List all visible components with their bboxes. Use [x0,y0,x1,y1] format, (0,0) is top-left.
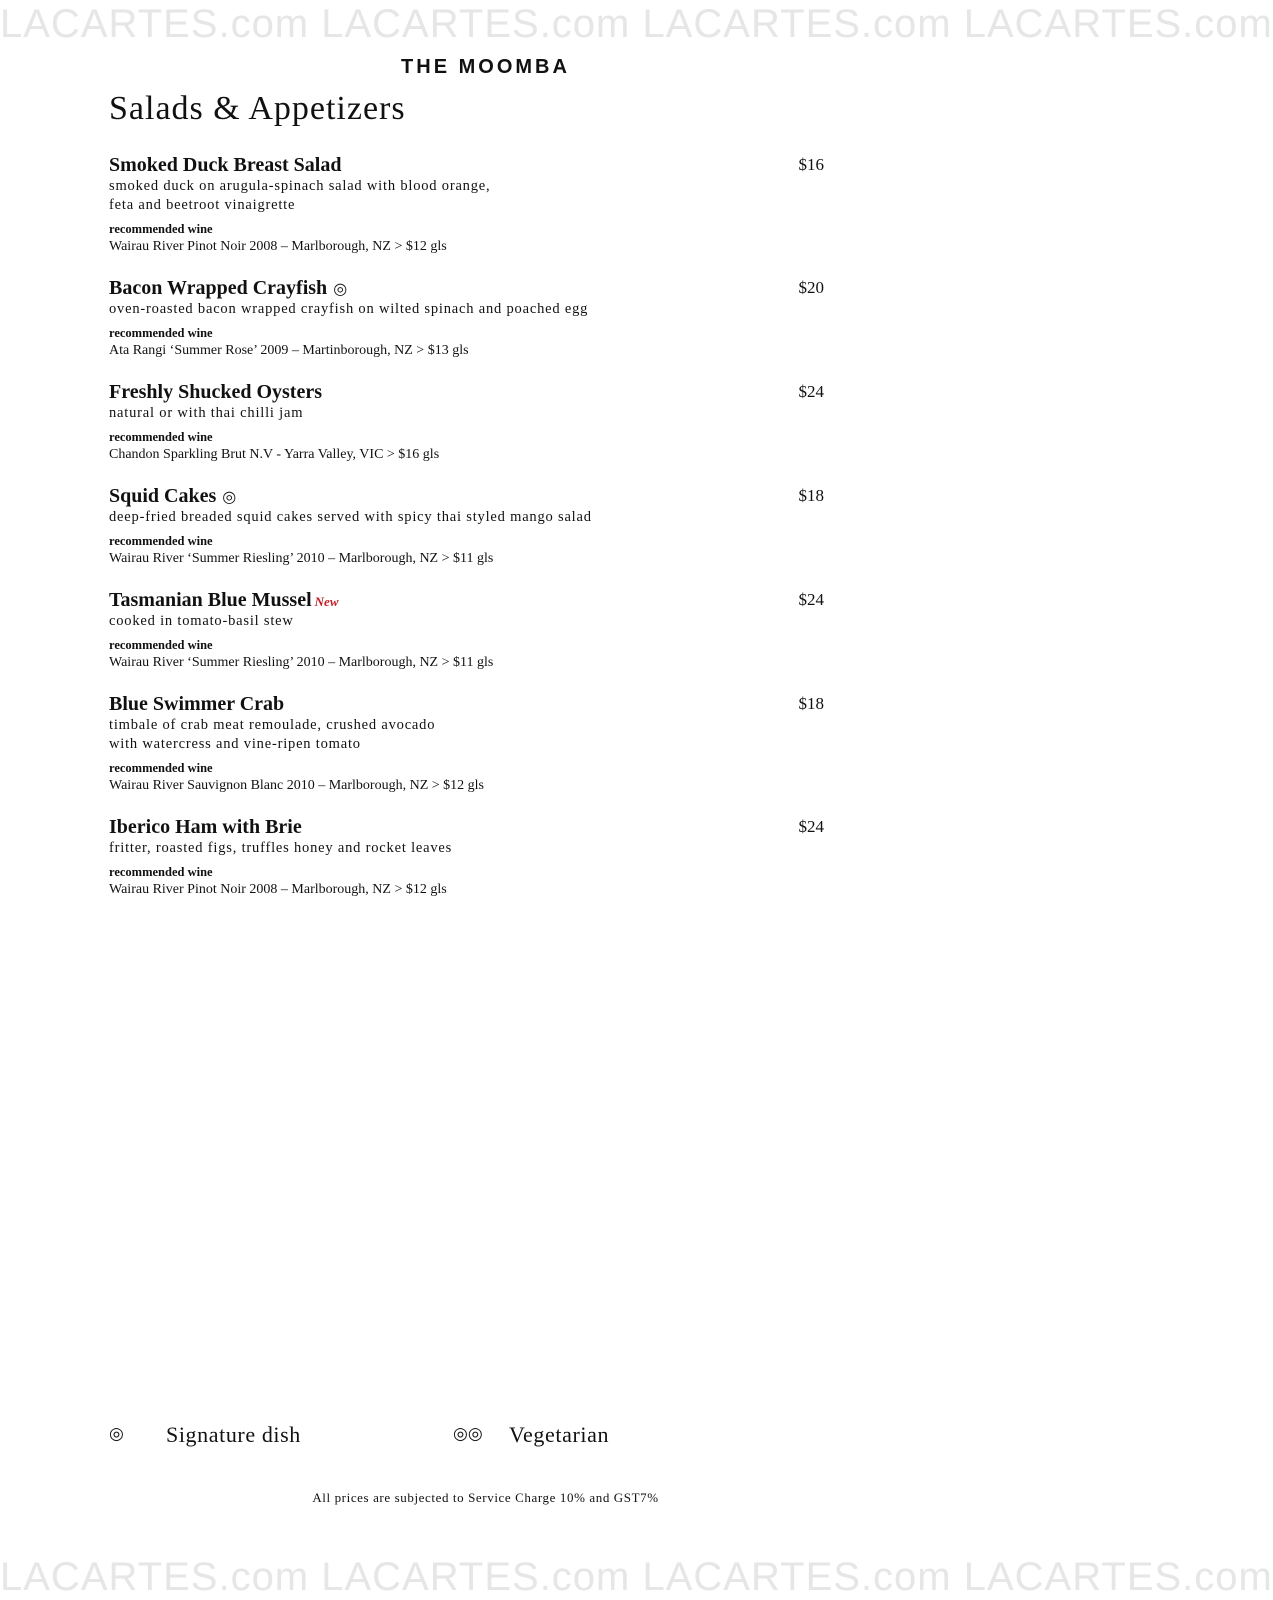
recommended-wine-label: recommended wine [109,761,213,775]
menu-item [109,276,824,360]
watermark-bottom: LACARTES.com LACARTES.com LACARTES.com LACARTES.com [0,1555,1273,1599]
menu-item-name: Tasmanian Blue Mussel [109,589,312,611]
recommended-wine: Chandon Sparkling Brut N.V - Yarra Valley, VIC > $16 gls [109,447,440,462]
legend-signature-label: Signature dish [166,1422,301,1447]
menu-list [109,153,824,919]
recommended-wine-label: recommended wine [109,865,213,879]
menu-item-name: Iberico Ham with Brie [109,816,302,838]
signature-icon: ◎ [222,487,237,506]
menu-item [109,153,824,256]
restaurant-logo: THE MOOMBA [401,56,570,78]
menu-item [109,484,824,568]
recommended-wine-label: recommended wine [109,326,213,340]
menu-item-description: natural or with thai chilli jam [109,405,304,421]
recommended-wine: Wairau River Sauvignon Blanc 2010 – Marlborough, NZ > $12 gls [109,778,484,793]
signature-icon: ◎ [333,279,348,298]
menu-item-name: Freshly Shucked Oysters [109,381,322,403]
menu-item [109,588,824,672]
menu-item-description: feta and beetroot vinaigrette [109,197,296,213]
recommended-wine-label: recommended wine [109,222,213,236]
menu-item-header [109,276,824,300]
menu-item-header [109,153,824,177]
menu-item-price: $18 [798,694,824,713]
recommended-wine-label: recommended wine [109,638,213,652]
recommended-wine: Wairau River ‘Summer Riesling’ 2010 – Marlborough, NZ > $11 gls [109,551,494,566]
menu-item-header [109,484,824,508]
menu-item-description: timbale of crab meat remoulade, crushed avocado [109,717,436,733]
menu-item-price: $24 [798,817,824,836]
menu-item-description: deep-fried breaded squid cakes served with spicy thai styled mango salad [109,509,592,525]
menu-item-price: $24 [798,590,824,609]
recommended-wine: Wairau River Pinot Noir 2008 – Marlborough, NZ > $12 gls [109,239,447,254]
menu-item-header [109,815,824,839]
recommended-wine: Ata Rangi ‘Summer Rose’ 2009 – Martinborough, NZ > $13 gls [109,343,469,358]
menu-item [109,380,824,464]
watermark-top: LACARTES.com LACARTES.com LACARTES.com LACARTES.com [0,2,1273,46]
menu-item-description: with watercress and vine-ripen tomato [109,736,361,752]
new-badge: New [314,594,339,609]
menu-item-price: $18 [798,486,824,505]
menu-item-description: fritter, roasted figs, truffles honey and rocket leaves [109,840,453,856]
menu-item-price: $20 [798,278,824,297]
menu-item-name: Smoked Duck Breast Salad [109,154,342,176]
menu-item-name: Bacon Wrapped Crayfish [109,277,328,299]
recommended-wine: Wairau River ‘Summer Riesling’ 2010 – Marlborough, NZ > $11 gls [109,655,494,670]
vegetarian-icon: ◎◎ [453,1424,483,1444]
menu-item [109,815,824,899]
menu-item-description: smoked duck on arugula-spinach salad with blood orange, [109,178,491,194]
menu-item-description: oven-roasted bacon wrapped crayfish on wilted spinach and poached egg [109,301,589,317]
menu-item-price: $16 [798,155,824,174]
legend [109,1422,824,1452]
page-title: Salads & Appetizers [109,90,406,127]
legend-vegetarian-label: Vegetarian [509,1422,610,1447]
recommended-wine: Wairau River Pinot Noir 2008 – Marlborough, NZ > $12 gls [109,882,447,897]
menu-item-header [109,588,824,612]
recommended-wine-label: recommended wine [109,430,213,444]
recommended-wine-label: recommended wine [109,534,213,548]
menu-item-price: $24 [798,382,824,401]
menu-item-description: cooked in tomato-basil stew [109,613,294,629]
signature-icon: ◎ [109,1424,124,1444]
menu-item-name: Squid Cakes [109,485,217,507]
menu-item-header [109,692,824,716]
menu-item-name: Blue Swimmer Crab [109,693,285,715]
menu-item-header [109,380,824,404]
service-charge-note: All prices are subjected to Service Charge 10% and GST7% [312,1490,659,1505]
menu-item [109,692,824,795]
